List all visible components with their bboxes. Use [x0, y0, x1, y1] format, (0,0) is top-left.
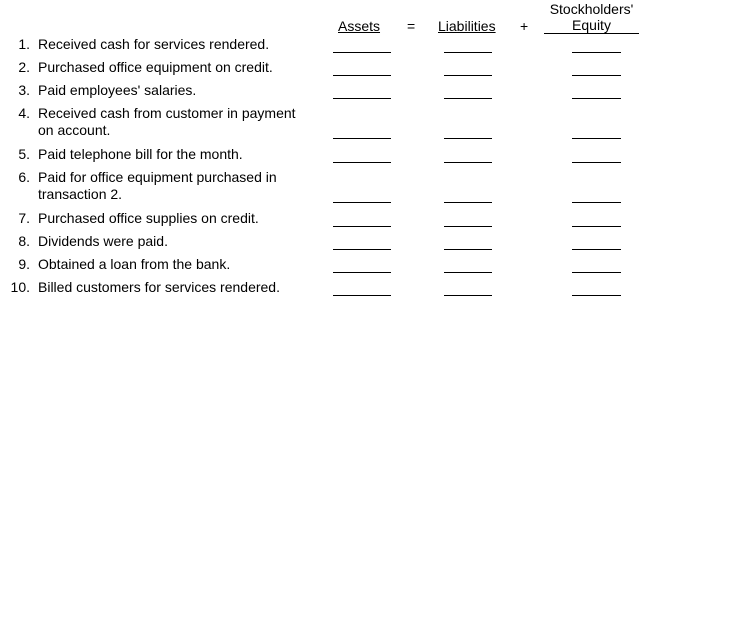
transaction-description: Billed customers for services rendered.	[38, 279, 280, 295]
liabilities-answer-blank	[444, 272, 492, 273]
equity-answer-blank	[572, 249, 621, 250]
liabilities-answer-blank	[444, 162, 492, 163]
transaction-description: Purchased office supplies on credit.	[38, 210, 259, 226]
stockholders-equity-column-header	[544, 1, 639, 34]
transaction-number: 9.	[18, 256, 30, 272]
equity-answer-blank	[572, 226, 621, 227]
transaction-number: 7.	[18, 210, 30, 226]
equity-header-line-1: Stockholders'	[549, 1, 634, 17]
liabilities-column-header: Liabilities	[438, 18, 496, 34]
transaction-number: 8.	[18, 233, 30, 249]
liabilities-answer-blank	[444, 295, 492, 296]
liabilities-answer-blank	[444, 98, 492, 99]
liabilities-answer-blank	[444, 52, 492, 53]
transaction-number: 10.	[10, 279, 30, 295]
equity-header-line-2: Equity	[572, 17, 611, 33]
transaction-number: 2.	[18, 59, 30, 75]
liabilities-answer-blank	[444, 138, 492, 139]
equity-answer-blank	[572, 52, 621, 53]
liabilities-answer-blank	[444, 249, 492, 250]
assets-answer-blank	[333, 98, 391, 99]
equity-answer-blank	[572, 295, 621, 296]
assets-answer-blank	[333, 52, 391, 53]
assets-answer-blank	[333, 249, 391, 250]
assets-answer-blank	[333, 226, 391, 227]
assets-column-header: Assets	[338, 18, 381, 34]
assets-answer-blank	[333, 272, 391, 273]
transaction-number: 4.	[18, 105, 30, 121]
assets-answer-blank	[333, 202, 391, 203]
equity-answer-blank	[572, 75, 621, 76]
equity-answer-blank	[572, 272, 621, 273]
equals-sign: =	[407, 18, 416, 34]
transaction-description: Purchased office equipment on credit.	[38, 59, 273, 75]
liabilities-answer-blank	[444, 202, 492, 203]
liabilities-answer-blank	[444, 226, 492, 227]
equity-answer-blank	[572, 202, 621, 203]
equity-answer-blank	[572, 138, 621, 139]
transaction-number: 3.	[18, 82, 30, 98]
transaction-number: 5.	[18, 146, 30, 162]
transaction-description: Received cash for services rendered.	[38, 36, 270, 52]
transaction-description: Received cash from customer in payment on account.	[38, 105, 296, 138]
transaction-description: Paid telephone bill for the month.	[38, 146, 243, 162]
transaction-number: 1.	[18, 36, 30, 52]
assets-answer-blank	[333, 75, 391, 76]
transaction-description: Obtained a loan from the bank.	[38, 256, 231, 272]
liabilities-answer-blank	[444, 75, 492, 76]
transaction-description: Paid for office equipment purchased in transaction 2.	[38, 169, 277, 202]
plus-sign: +	[520, 18, 529, 34]
transaction-description: Dividends were paid.	[38, 233, 168, 249]
transaction-description: Paid employees' salaries.	[38, 82, 197, 98]
assets-answer-blank	[333, 295, 391, 296]
equity-answer-blank	[572, 162, 621, 163]
equity-answer-blank	[572, 98, 621, 99]
assets-answer-blank	[333, 162, 391, 163]
assets-answer-blank	[333, 138, 391, 139]
transaction-number: 6.	[18, 169, 30, 185]
